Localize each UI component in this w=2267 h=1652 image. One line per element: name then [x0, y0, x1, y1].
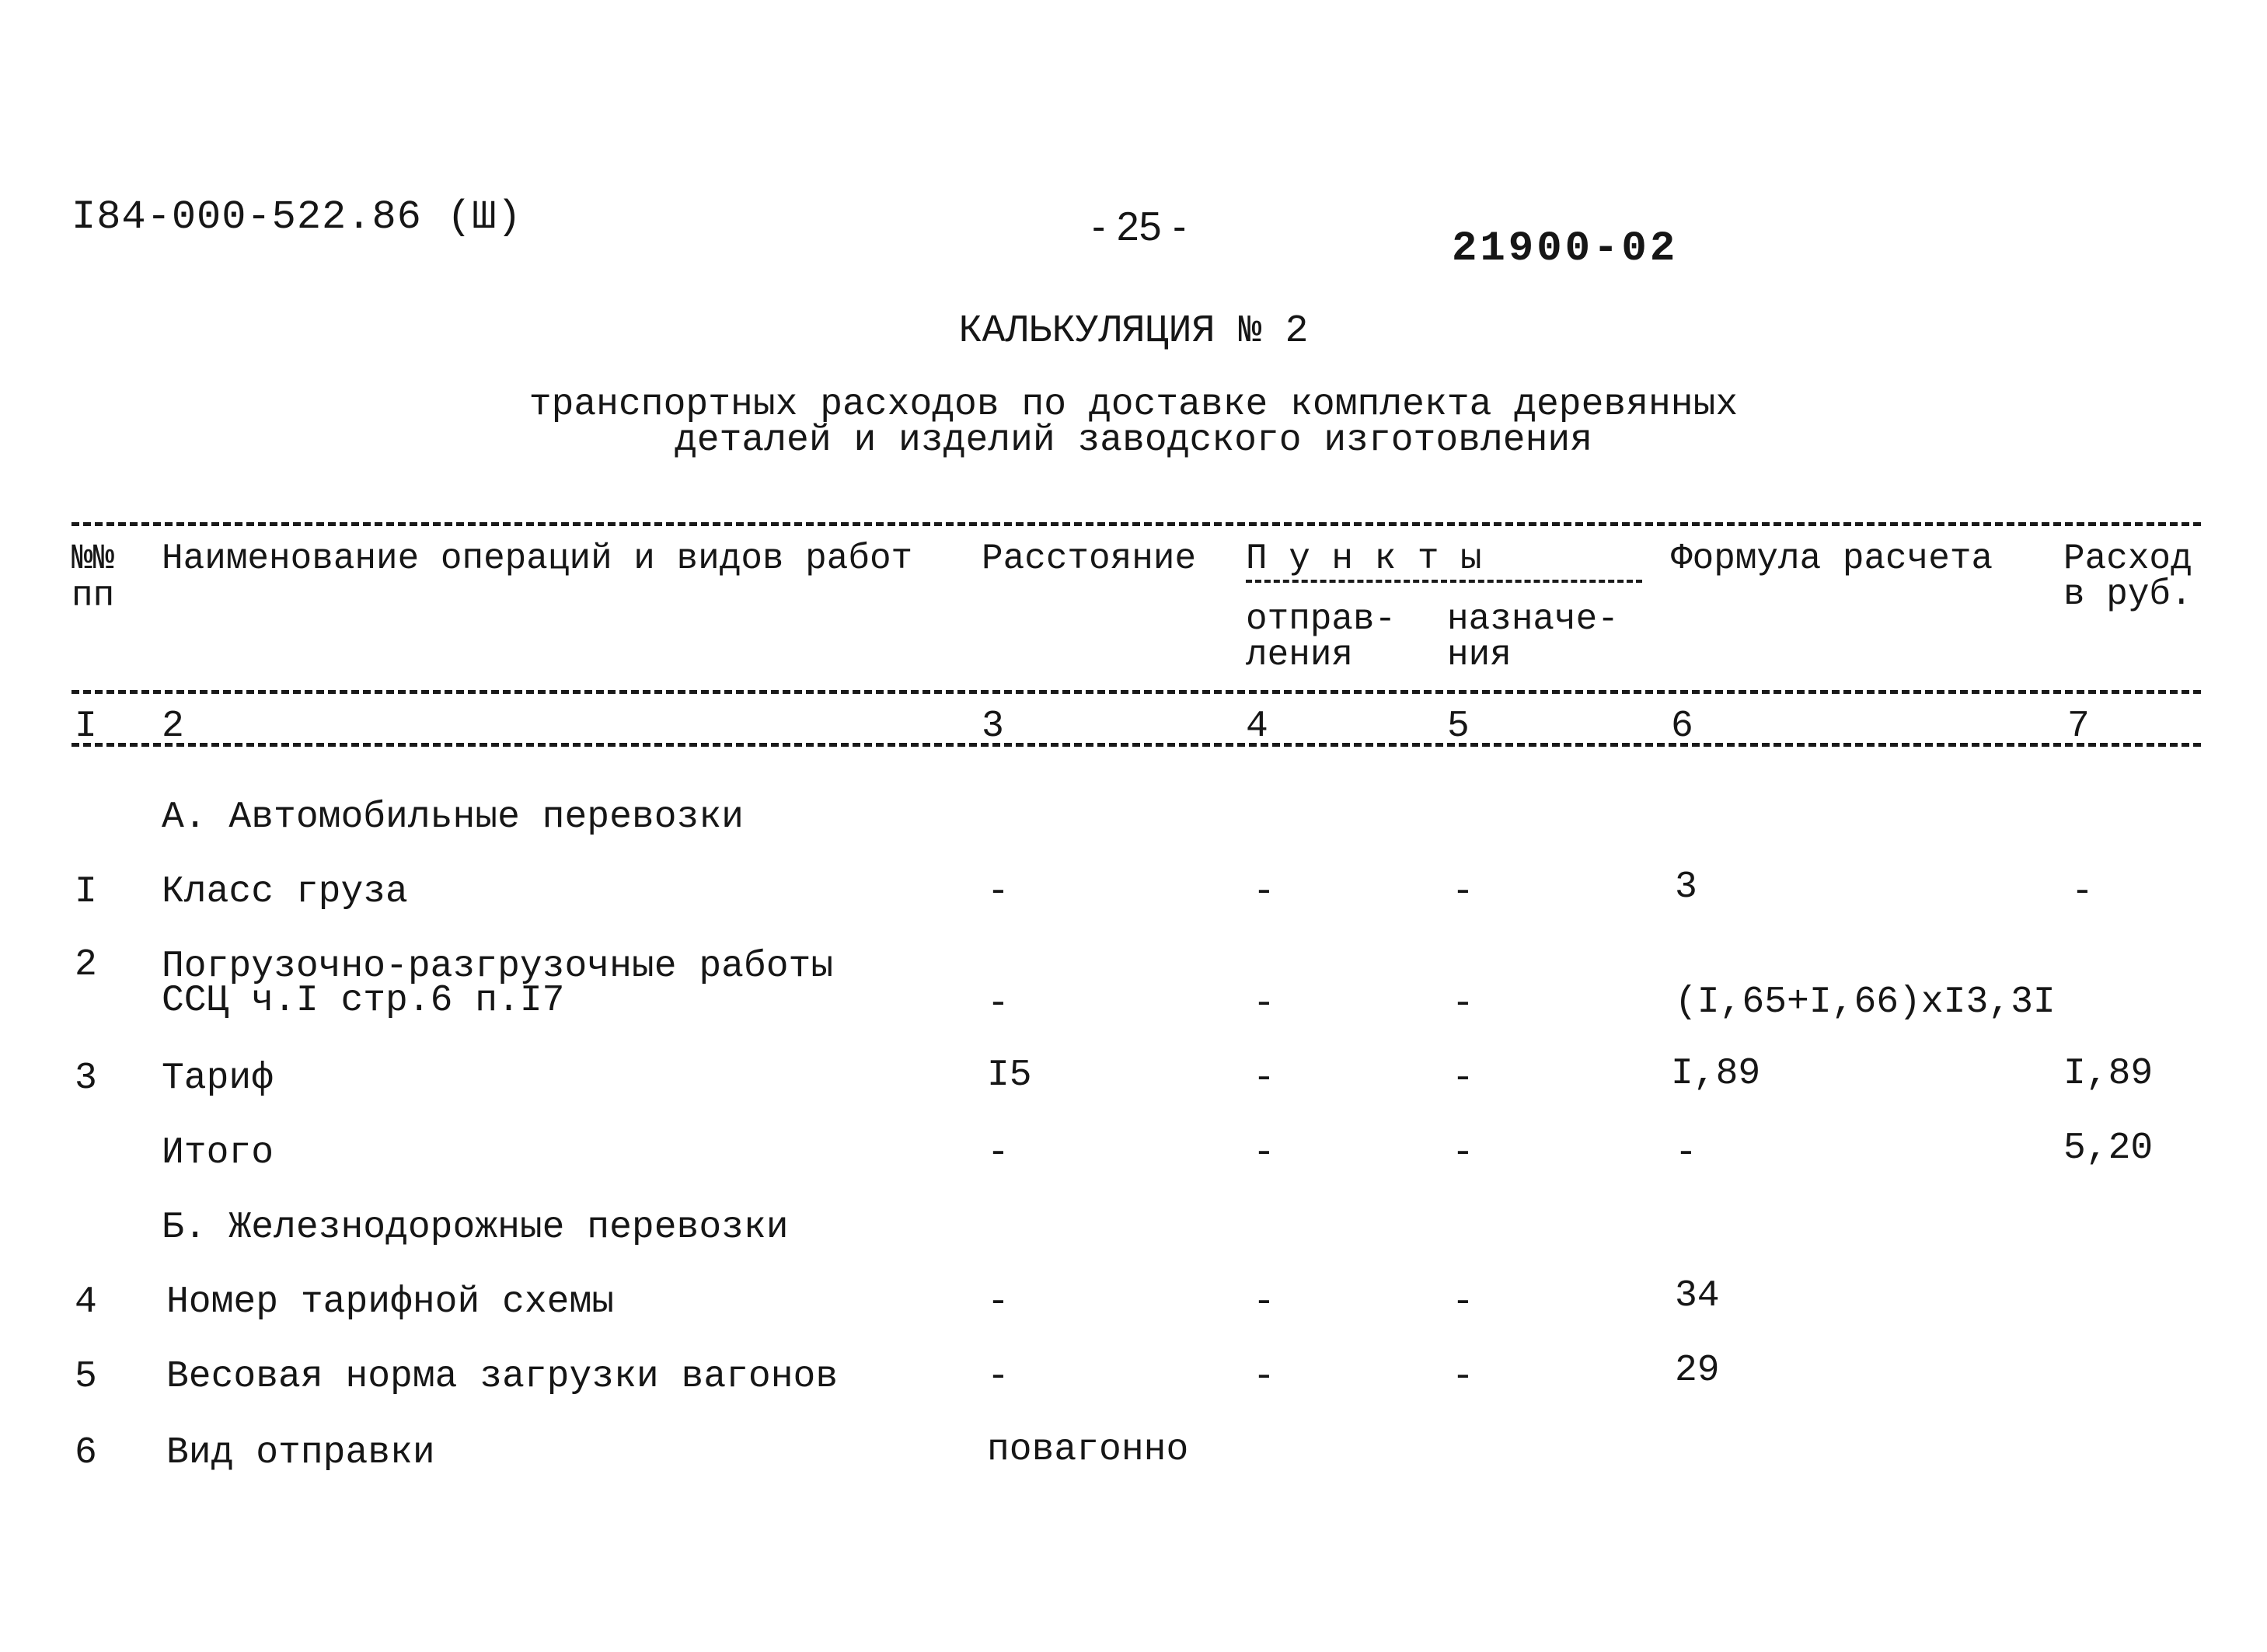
header-cost-line2: в руб.: [2063, 574, 2192, 615]
document-subtitle: [0, 384, 2267, 462]
registration-stamp: 21900-02: [1452, 225, 1679, 273]
header-num-line1: №№: [71, 538, 115, 579]
row-from: -: [1253, 1058, 1275, 1100]
document-title: КАЛЬКУЛЯЦИЯ № 2: [958, 309, 1309, 354]
row-distance: I5: [987, 1054, 1032, 1096]
row-to: -: [1452, 1281, 1474, 1323]
header-from-line2: ления: [1246, 635, 1354, 675]
points-underline: [1246, 580, 1642, 583]
row-from: -: [1253, 1356, 1275, 1398]
header-to-line2: ния: [1447, 635, 1512, 675]
row-formula: 3: [1675, 866, 1697, 908]
row-name: Итого: [162, 1132, 274, 1174]
row-formula: 29: [1675, 1350, 1720, 1392]
row-from: -: [1253, 1132, 1275, 1174]
column-number-1: I: [75, 706, 97, 748]
row-number: 2: [75, 944, 97, 986]
row-name: Класс груза: [162, 871, 408, 913]
header-name: Наименование операций и видов работ: [162, 538, 913, 579]
row-cost: 5,20: [2063, 1127, 2154, 1169]
row-from: -: [1253, 871, 1275, 913]
header-from-line1: отправ-: [1246, 599, 1397, 640]
row-distance: -: [987, 871, 1010, 913]
header-cost-line1: Расход: [2063, 538, 2192, 579]
row-from: -: [1253, 983, 1275, 1025]
subtitle-line-1: транспортных расходов по доставке комплекта деревянных: [528, 384, 1739, 426]
header-num-line2: пп: [71, 576, 115, 616]
header-formula: Формула расчета: [1671, 538, 1993, 579]
header-points: П у н к т ы: [1246, 538, 1482, 579]
row-distance: -: [987, 1356, 1010, 1398]
row-distance: -: [987, 1281, 1010, 1323]
row-name-line1: Погрузочно-разгрузочные работы: [162, 946, 834, 988]
column-number-3: 3: [982, 706, 1004, 748]
row-name: Тариф: [162, 1058, 274, 1100]
header-distance: Расстояние: [982, 538, 1197, 579]
row-formula: 34: [1675, 1275, 1720, 1317]
header-bottom-rule: [71, 690, 2201, 694]
section-heading-rail: Б. Железнодорожные перевозки: [162, 1207, 789, 1249]
row-number: 6: [75, 1432, 97, 1474]
row-formula: -: [1675, 1132, 1697, 1174]
header-to-line1: назначе-: [1447, 599, 1619, 640]
column-number-7: 7: [2067, 706, 2090, 748]
row-name: Номер тарифной схемы: [166, 1281, 615, 1323]
row-distance: -: [987, 983, 1010, 1025]
row-formula: (I,65+I,66)хI3,3I: [1675, 981, 2056, 1023]
section-heading-auto: А. Автомобильные перевозки: [162, 796, 744, 838]
document-code: I84-000-522.86 (Ш): [71, 194, 522, 240]
row-number: I: [75, 871, 97, 913]
column-number-6: 6: [1671, 706, 1693, 748]
page-number: - 25 -: [1092, 204, 1187, 249]
column-number-4: 4: [1246, 706, 1268, 748]
row-formula: I,89: [1671, 1053, 1761, 1095]
row-name-line2: ССЦ ч.I стр.6 п.I7: [162, 980, 565, 1022]
row-cost: -: [2071, 871, 2094, 913]
column-numbers-rule: [71, 743, 2201, 747]
row-from: -: [1253, 1281, 1275, 1323]
subtitle-line-2: деталей и изделий заводского изготовления: [675, 420, 1592, 462]
row-number: 5: [75, 1356, 97, 1398]
row-distance: -: [987, 1132, 1010, 1174]
row-cost: I,89: [2063, 1053, 2154, 1095]
row-to: -: [1452, 1132, 1474, 1174]
row-to: -: [1452, 983, 1474, 1025]
row-name: Весовая норма загрузки вагонов: [166, 1356, 839, 1398]
row-to: -: [1452, 871, 1474, 913]
row-to: -: [1452, 1058, 1474, 1100]
row-name: Вид отправки: [166, 1432, 435, 1474]
row-number: 4: [75, 1281, 97, 1323]
row-number: 3: [75, 1058, 97, 1100]
column-number-2: 2: [162, 706, 184, 748]
column-number-5: 5: [1447, 706, 1470, 748]
table-top-rule: [71, 522, 2201, 526]
row-to: -: [1452, 1356, 1474, 1398]
row-distance: повагонно: [987, 1429, 1189, 1471]
